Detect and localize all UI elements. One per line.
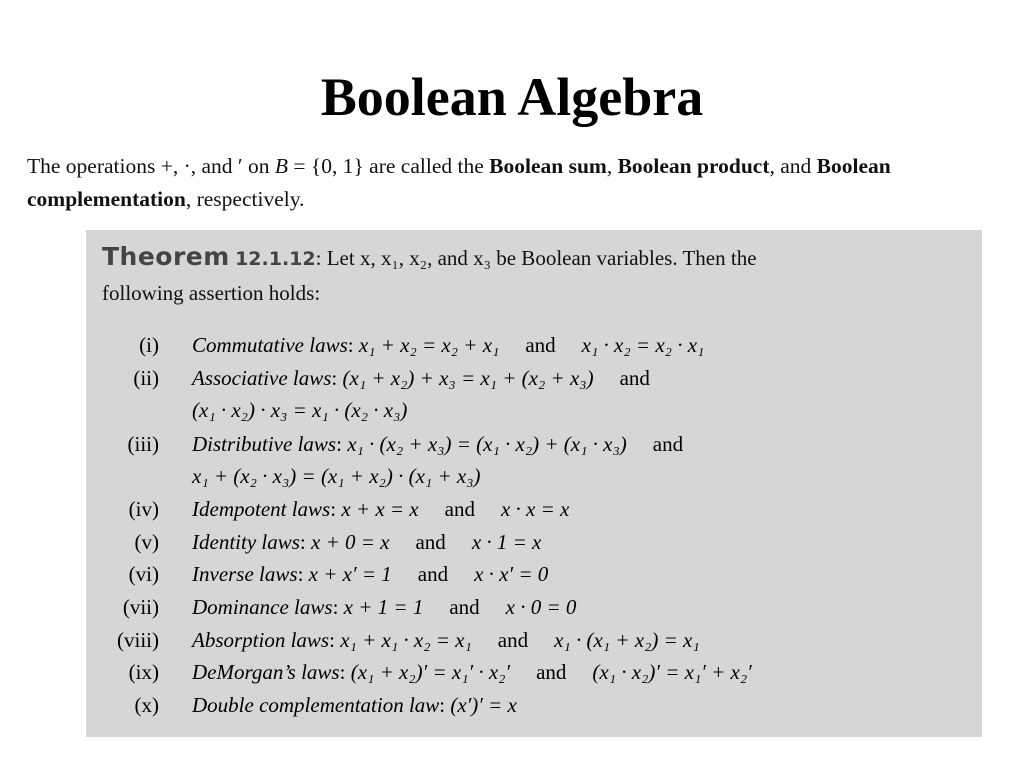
law-number: (viii)	[117, 628, 159, 652]
law-row-continuation	[86, 394, 982, 426]
law-conjunction: and	[417, 562, 449, 586]
law-number: (iv)	[128, 497, 159, 521]
law-name: DeMorgan’s laws	[192, 660, 340, 684]
law-number: (v)	[134, 530, 159, 554]
law-content: Idempotent laws: x + x = x and x · x = x	[192, 497, 570, 521]
theorem-statement-line-1: Let x, x₁, x₂, and x₃ be Boolean variables. Then the	[326, 246, 757, 270]
law-expression: x · x′ = 0	[474, 562, 549, 586]
law-row	[86, 656, 982, 688]
law-row	[86, 526, 982, 558]
law-expression: x · x = x	[500, 497, 570, 521]
term-boolean-product: Boolean product	[617, 154, 770, 178]
theorem-number: 12.1.12	[235, 248, 316, 270]
law-expression: (x₁ + x₂) + x₃ = x₁ + (x₂ + x₃)	[342, 366, 594, 390]
law-number: (ii)	[133, 366, 159, 390]
law-expression: x + 0 = x	[311, 530, 390, 554]
law-conjunction: and	[652, 432, 684, 456]
law-expression: x₁ + x₂ = x₂ + x₁	[358, 333, 500, 357]
law-name: Inverse laws	[192, 562, 298, 586]
law-content: Distributive laws: x₁ · (x₂ + x₃) = (x₁ · x₂) + (x₁ · x₃) and	[192, 432, 684, 456]
law-content	[192, 460, 481, 492]
law-expression: x₁ · (x₁ + x₂) = x₁	[554, 628, 700, 652]
law-conjunction: and	[449, 595, 480, 619]
law-content: DeMorgan’s laws: (x₁ + x₂)′ = x₁′ · x₂′ and (x₁ · x₂)′ = x₁′ + x₂′	[192, 660, 752, 684]
law-expression: x₁ + (x₂ · x₃) = (x₁ + x₂) · (x₁ + x₃)	[192, 464, 481, 488]
law-expression: x₁ · (x₂ + x₃) = (x₁ · x₂) + (x₁ · x₃)	[347, 432, 627, 456]
law-row	[86, 591, 982, 623]
law-name: Associative laws	[192, 366, 332, 390]
law-name: Commutative laws	[192, 333, 348, 357]
theorem-colon: :	[315, 246, 322, 270]
law-conjunction: and	[536, 660, 567, 684]
law-expression: (x₁ · x₂)′ = x₁′ + x₂′	[592, 660, 752, 684]
intro-text-1: The operations +, ·, and ′ on	[27, 154, 275, 178]
law-row	[86, 624, 982, 656]
law-expression: x · 1 = x	[471, 530, 542, 554]
law-expression: x₁ + x₁ · x₂ = x₁	[340, 628, 472, 652]
law-row	[86, 362, 982, 394]
law-expression: x₁ · x₂ = x₂ · x₁	[581, 333, 705, 357]
law-content: Associative laws: (x₁ + x₂) + x₃ = x₁ + (x₂ + x₃) and	[192, 366, 650, 390]
law-conjunction: and	[444, 497, 475, 521]
intro-paragraph	[27, 150, 1002, 216]
law-row-continuation	[86, 460, 982, 492]
law-content: Identity laws: x + 0 = x and x · 1 = x	[192, 530, 542, 554]
law-row	[86, 689, 982, 721]
law-expression: (x₁ + x₂)′ = x₁′ · x₂′	[350, 660, 511, 684]
law-expression: x · 0 = 0	[505, 595, 577, 619]
law-row	[86, 558, 982, 590]
law-name: Double complementation law	[192, 693, 440, 717]
intro-text-2: = {0, 1} are called the	[288, 154, 490, 178]
term-boolean-complementation: Boolean complementation	[27, 154, 891, 211]
law-number: (i)	[139, 333, 159, 357]
law-number: (x)	[134, 693, 159, 717]
law-expression: (x₁ · x₂) · x₃ = x₁ · (x₂ · x₃)	[192, 398, 408, 422]
law-name: Identity laws	[192, 530, 300, 554]
law-number: (iii)	[127, 432, 159, 456]
law-expression: x + 1 = 1	[343, 595, 424, 619]
law-expression: x + x = x	[341, 497, 419, 521]
law-content: Double complementation law: (x′)′ = x	[192, 693, 517, 717]
theorem-statement	[102, 240, 970, 310]
law-conjunction: and	[497, 628, 529, 652]
term-boolean-sum: Boolean sum	[489, 154, 607, 178]
theorem-box	[86, 230, 982, 737]
law-name: Distributive laws	[192, 432, 337, 456]
law-row	[86, 493, 982, 525]
slide-title: Boolean Algebra	[320, 67, 704, 127]
law-name: Dominance laws	[192, 595, 333, 619]
intro-text-5: , respectively.	[185, 187, 305, 211]
law-content: Commutative laws: x₁ + x₂ = x₂ + x₁ and x₁ · x₂ = x₂ · x₁	[192, 333, 705, 357]
law-row	[86, 329, 982, 361]
law-number: (ix)	[128, 660, 159, 684]
law-content: Dominance laws: x + 1 = 1 and x · 0 = 0	[192, 595, 577, 619]
law-expression: x + x′ = 1	[308, 562, 392, 586]
intro-text-4: , and	[769, 154, 817, 178]
law-number: (vi)	[128, 562, 159, 586]
law-content	[192, 394, 407, 426]
intro-text-3: ,	[606, 154, 618, 178]
intro-set-symbol: B	[274, 154, 289, 178]
law-number: (vii)	[122, 595, 159, 619]
law-name: Absorption laws	[192, 628, 330, 652]
law-content: Inverse laws: x + x′ = 1 and x · x′ = 0	[192, 562, 549, 586]
law-conjunction: and	[619, 366, 650, 390]
law-conjunction: and	[415, 530, 446, 554]
law-expression: (x′)′ = x	[450, 693, 517, 717]
law-content: Absorption laws: x₁ + x₁ · x₂ = x₁ and x₁ · (x₁ + x₂) = x₁	[192, 628, 700, 652]
theorem-statement-line-2: following assertion holds:	[102, 281, 321, 305]
law-row	[86, 428, 982, 460]
law-conjunction: and	[525, 333, 556, 357]
law-name: Idempotent laws	[192, 497, 331, 521]
theorem-label: Theorem	[102, 242, 230, 271]
